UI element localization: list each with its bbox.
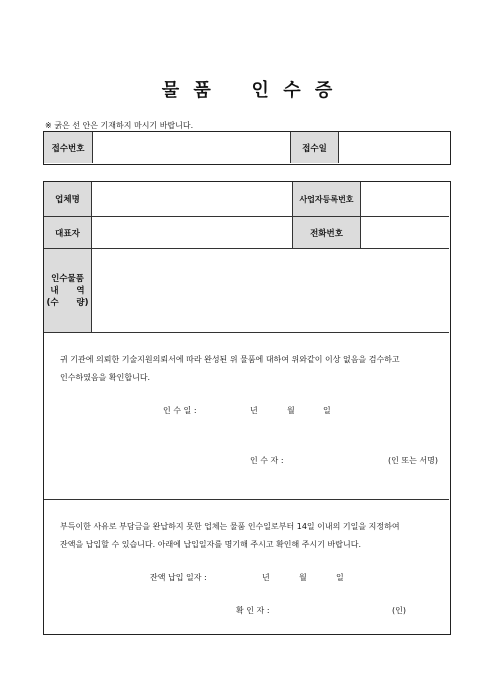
phone-label: 전화번호	[293, 217, 360, 248]
biz-reg-number-label: 사업자등록번호	[293, 182, 360, 216]
goods-label-line2: 내 역	[50, 285, 85, 296]
due-date-label: 잔액 납입 일자 :	[150, 573, 207, 582]
goods-label	[44, 249, 91, 332]
divider	[44, 332, 449, 333]
company-name-label: 업체명	[44, 182, 91, 216]
accept-date-day[interactable]: 일	[323, 406, 331, 415]
accept-date-month[interactable]: 월	[287, 406, 295, 415]
due-date-month[interactable]: 월	[299, 573, 307, 582]
acceptor-label: 인 수 자 :	[250, 456, 284, 465]
receipt-date-field[interactable]	[339, 132, 449, 163]
receipt-number-field[interactable]	[93, 132, 290, 163]
company-name-field[interactable]	[92, 182, 292, 216]
confirmer-label: 확 인 자 :	[236, 606, 270, 615]
acceptor-signature[interactable]: (인 또는 서명)	[388, 456, 438, 465]
receipt-date-label: 접수일	[291, 132, 338, 163]
confirmer-seal[interactable]: (인)	[392, 606, 406, 615]
confirmation-text-line1: 귀 기관에 의뢰한 기술지원의뢰서에 따라 완성된 위 물품에 대하여 위와같이 이상 없음을 검수하고	[60, 355, 400, 364]
phone-field[interactable]	[361, 217, 449, 248]
representative-field[interactable]	[92, 217, 292, 248]
main-form-box	[43, 181, 451, 635]
confirmation-text-line2: 인수하였음을 확인합니다.	[60, 373, 151, 382]
due-date-year[interactable]: 년	[262, 573, 270, 582]
due-date-day[interactable]: 일	[336, 573, 344, 582]
goods-field[interactable]	[92, 249, 449, 332]
payment-text-line1: 부득이한 사유로 부담금을 완납하지 못한 업체는 물품 인수일로부터 14일 이내의 기일을 지정하여	[60, 522, 400, 531]
page-title: 물 품 인 수 증	[161, 80, 334, 101]
representative-label: 대표자	[44, 217, 91, 248]
payment-text-line2: 잔액을 납입할 수 있습니다. 아래에 납입일자를 명기해 주시고 확인해 주시기 바랍니다.	[60, 540, 361, 549]
receipt-box	[43, 131, 451, 165]
goods-label-line3: (수 량)	[46, 297, 89, 308]
receipt-number-label: 접수번호	[44, 132, 92, 163]
accept-date-label: 인 수 일 :	[163, 406, 197, 415]
divider	[44, 499, 449, 500]
goods-label-line1: 인수물품	[51, 273, 84, 284]
biz-reg-number-field[interactable]	[361, 182, 449, 216]
accept-date-year[interactable]: 년	[250, 406, 258, 415]
notice-text: ※ 굵은 선 안은 기재하지 마시기 바랍니다.	[45, 121, 194, 130]
